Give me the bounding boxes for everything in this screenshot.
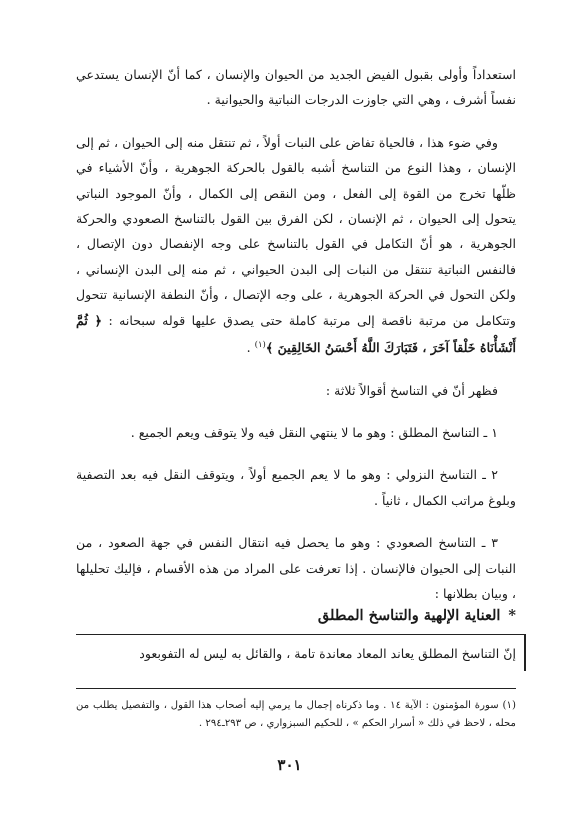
list-item-absolute: ١ ـ التناسخ المطلق : وهو ما لا ينتهي النقل فيه ولا يتوقف ويعم الجميع . (130, 425, 498, 441)
paragraph-three-views: فظهر أنّ في التناسخ أقوالاً ثلاثة : (325, 382, 498, 398)
paragraph-continuation: استعداداً وأولى بقبول الفيض الجديد من الحيوان والإنسان ، كما أنّ الإنسان يستدعي نفساً أشرف ، وهي التي جاوزت الدرجات النباتية والحيوانية . (76, 67, 516, 108)
body-text (76, 62, 516, 607)
paragraph-tail: . (246, 340, 255, 356)
footnote: (١) سورة المؤمنون : الآية ١٤ . وما ذكرناه إجمال ما يرمي إليه أصحاب هذا القول ، والتفصيل يطلب من محله ، لاحظ في ذلك « أسرار الحكم » ، للحكيم السبزواري ، ص ٢٩٣ـ٢٩٤ . (76, 700, 516, 729)
list-item-ascending: ٣ ـ التناسخ الصعودي : وهو ما يحصل فيه انتقال النفس في جهة الصعود ، من النبات إلى الحيوان فالإنسان . إذا تعرفت على المراد من هذه الأقسام ، فإليك تحليلها ، وبيان بطلانها : (76, 535, 516, 602)
section-heading-text: العناية الإلهية والتناسخ المطلق (317, 607, 501, 624)
paragraph-progressive-transmigration (76, 130, 516, 361)
bullet-icon: * (508, 607, 516, 624)
footnote-divider (76, 688, 516, 689)
footnote-reference[interactable]: (١) (254, 340, 266, 351)
quran-verse: ﴿ ثُمَّ أَنْشَأْنَاهُ خَلْقاً آخَرَ ، فَتَبَارَكَ اللَّهُ أَحْسَنُ الخَالِقِينَ ﴾ (76, 312, 516, 356)
paragraph-text: وفي ضوء هذا ، فالحياة تفاض على النبات أولاً ، ثم تنتقل منه إلى الحيوان ، ثم إلى الإنسان ، وهذا النوع من التناسخ أشبه بالقول بالحركة الجوهرية ، وأنّ الأشياء في ظلّها تخرج من القوة إلى الفعل ، ومن النقص إلى الكمال ، وأنّ الموجود النباتي يتحول إلى الحيوان ، ثم الإنسان ، لكن الفرق بين القول بالتناسخ الصعودي والحركة الجوهرية ، هو أنّ التكامل في القول بالتناسخ على وجه الإنفصال دون الإتصال ، فالنفس النباتية تنتقل من النبات إلى البدن الحيواني ، ثم منه إلى البدن الإنساني ، ولكن التحول في الحركة الجوهرية ، على وجه الإتصال ، وأنّ النطفة الإنسانية تتحول وتتكامل من مرتبة ناقصة إلى مرتبة كاملة حتى يصدق عليها قوله سبحانه : (76, 134, 517, 328)
page-number: ٣٠١ (277, 756, 302, 774)
list-item-descending: ٢ ـ التناسخ النزولي : وهو ما لا يعم الجميع أولاً ، ويتوقف النقل فيه بعد التصفية وبلوغ مراتب الكمال ، ثانياً . (76, 467, 516, 508)
section-heading (76, 602, 516, 630)
section-first-line: إنّ التناسخ المطلق يعاند المعاد معاندة تامة ، والقائل به ليس له التفوبعود (76, 634, 526, 671)
section (76, 602, 516, 671)
